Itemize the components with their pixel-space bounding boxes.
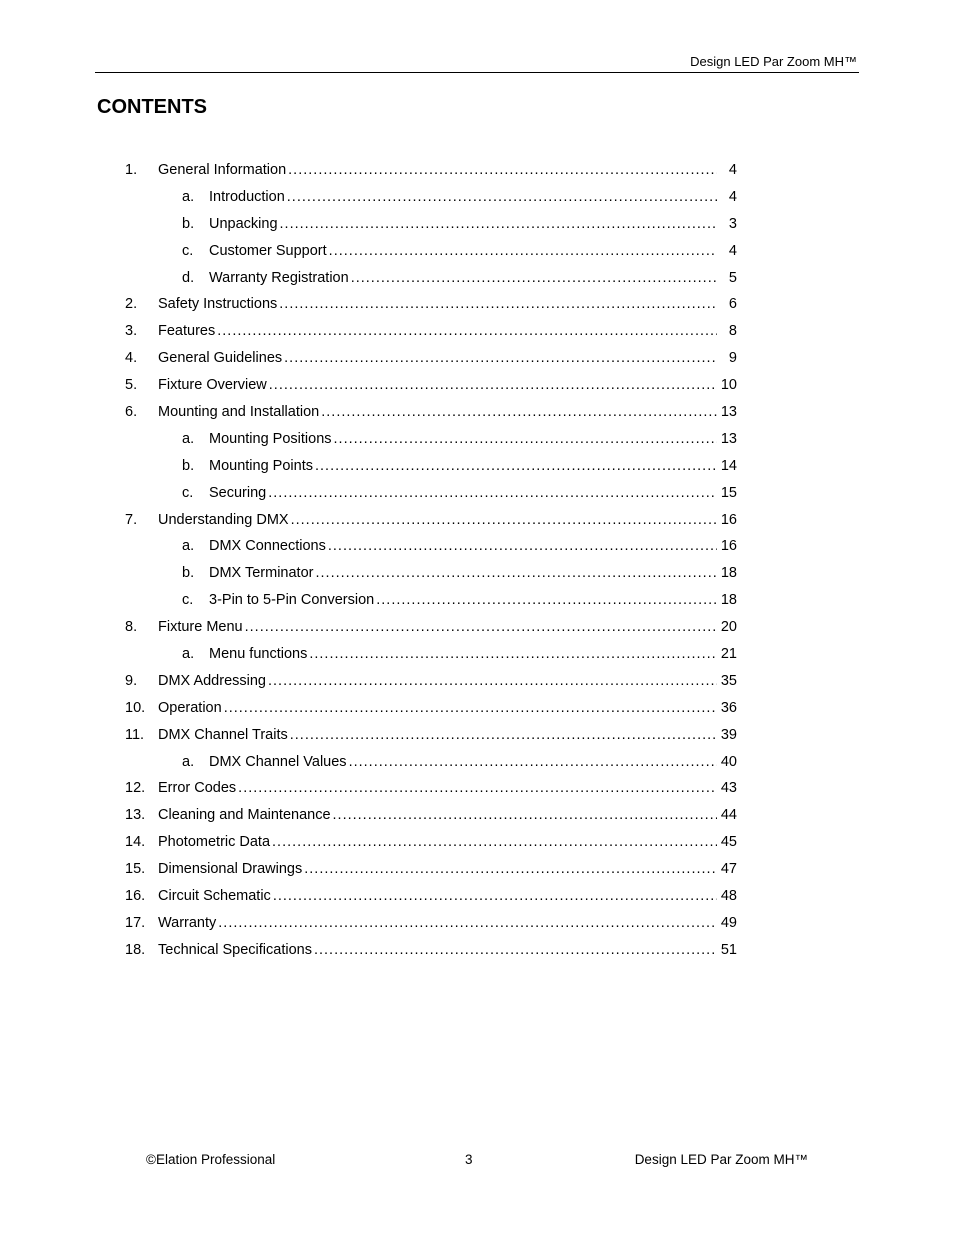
contents-heading: CONTENTS — [97, 96, 207, 118]
toc-dot-leader — [333, 805, 717, 825]
table-of-contents — [125, 160, 737, 967]
toc-entry[interactable] — [125, 698, 737, 725]
toc-entry-title: General Information — [158, 162, 287, 178]
toc-entry-title: Understanding DMX — [158, 511, 289, 528]
toc-entry-number: 5. — [125, 377, 138, 394]
toc-entry-title: Mounting Positions — [209, 430, 332, 447]
toc-entry[interactable] — [125, 348, 737, 375]
toc-entry-number: 14. — [125, 834, 146, 851]
toc-dot-leader — [315, 456, 717, 476]
toc-entry-page: 8 — [728, 323, 737, 340]
toc-entry-title: Mounting and Installation — [158, 404, 320, 421]
toc-entry-number: 17. — [125, 914, 146, 931]
toc-dot-leader — [321, 402, 717, 422]
toc-entry-number: 10. — [125, 699, 146, 716]
toc-entry-row — [209, 563, 737, 583]
toc-entry-row — [209, 536, 737, 556]
toc-entry-page: 13 — [720, 430, 737, 447]
toc-entry-page: 16 — [720, 511, 737, 528]
toc-entry-number: 9. — [125, 672, 138, 689]
toc-dot-leader — [268, 671, 717, 691]
toc-entry-page: 40 — [720, 753, 737, 770]
toc-entry-number: 12. — [125, 780, 146, 797]
toc-entry[interactable] — [125, 886, 737, 913]
toc-entry-number: 11. — [125, 726, 145, 743]
toc-subentry[interactable] — [125, 563, 737, 590]
toc-entry-page: 14 — [720, 457, 737, 474]
toc-subentry[interactable] — [125, 268, 737, 295]
toc-entry-title: Introduction — [209, 188, 285, 205]
toc-entry-row — [158, 160, 737, 180]
toc-dot-leader — [287, 187, 717, 207]
toc-subentry[interactable] — [125, 241, 737, 268]
toc-entry-title: DMX Connections — [209, 538, 326, 555]
toc-entry-row — [158, 859, 737, 879]
toc-dot-leader — [217, 321, 717, 341]
toc-entry-row — [158, 402, 737, 422]
toc-entry-page: 49 — [720, 914, 737, 931]
toc-entry-title: Circuit Schematic — [158, 888, 271, 905]
toc-entry-row — [158, 617, 737, 637]
toc-dot-leader — [268, 483, 717, 503]
toc-entry-row — [209, 644, 737, 664]
toc-entry-number: c. — [182, 242, 194, 259]
toc-entry-number: c. — [182, 484, 194, 501]
toc-entry-number: a. — [182, 538, 195, 555]
toc-entry-title: Fixture Menu — [158, 619, 243, 636]
toc-entry[interactable] — [125, 832, 737, 859]
toc-entry-number: 4. — [125, 350, 138, 367]
toc-subentry[interactable] — [125, 590, 737, 617]
toc-entry-number: a. — [182, 188, 195, 205]
toc-entry-row — [158, 832, 737, 852]
toc-entry-row — [158, 698, 737, 718]
toc-entry-page: 13 — [720, 404, 737, 421]
toc-entry-page: 18 — [720, 565, 737, 582]
footer-page-number: 3 — [465, 1152, 473, 1167]
toc-entry-number: 8. — [125, 619, 138, 636]
toc-entry-title: Warranty — [158, 914, 217, 931]
toc-entry-row — [209, 187, 737, 207]
toc-entry-row — [209, 483, 737, 503]
toc-dot-leader — [334, 429, 717, 449]
toc-subentry[interactable] — [125, 483, 737, 510]
toc-dot-leader — [280, 214, 717, 234]
toc-entry[interactable] — [125, 859, 737, 886]
toc-entry-title: Customer Support — [209, 242, 327, 259]
toc-entry-title: Error Codes — [158, 780, 237, 797]
toc-dot-leader — [284, 348, 717, 368]
toc-entry-page: 4 — [728, 242, 737, 259]
toc-entry-row — [209, 752, 737, 772]
toc-entry-number: a. — [182, 646, 195, 663]
toc-subentry[interactable] — [125, 456, 737, 483]
toc-entry-page: 36 — [720, 699, 737, 716]
toc-dot-leader — [218, 913, 717, 933]
toc-entry-number: b. — [182, 565, 195, 582]
toc-entry-page: 4 — [728, 162, 737, 178]
toc-dot-leader — [304, 859, 717, 879]
toc-dot-leader — [314, 940, 717, 960]
toc-entry-page: 18 — [720, 592, 737, 609]
toc-entry-page: 51 — [720, 941, 737, 958]
toc-entry-number: 16. — [125, 888, 146, 905]
toc-entry-number: 3. — [125, 323, 138, 340]
toc-entry-title: DMX Terminator — [209, 565, 314, 582]
toc-entry-row — [158, 805, 737, 825]
toc-entry-page: 48 — [720, 888, 737, 905]
toc-entry-page: 45 — [720, 834, 737, 851]
toc-entry-number: 18. — [125, 941, 146, 958]
toc-entry-number: 2. — [125, 296, 138, 313]
toc-entry-page: 35 — [720, 672, 737, 689]
footer-title: Design LED Par Zoom MH™ — [634, 1152, 808, 1167]
toc-entry[interactable] — [125, 913, 737, 940]
toc-entry-number: a. — [182, 753, 195, 770]
toc-entry-row — [209, 241, 737, 261]
toc-entry[interactable] — [125, 940, 737, 967]
toc-entry-title: Securing — [209, 484, 267, 501]
toc-subentry[interactable] — [125, 536, 737, 563]
toc-entry-number: 6. — [125, 404, 138, 421]
toc-entry-row — [158, 348, 737, 368]
toc-entry-number: a. — [182, 430, 195, 447]
toc-entry-title: Features — [158, 323, 216, 340]
toc-entry[interactable] — [125, 160, 737, 187]
toc-entry-page: 21 — [720, 646, 737, 663]
toc-entry[interactable] — [125, 671, 737, 698]
toc-subentry[interactable] — [125, 214, 737, 241]
toc-dot-leader — [328, 536, 717, 556]
toc-entry-page: 3 — [728, 215, 737, 232]
toc-dot-leader — [288, 160, 717, 180]
toc-entry-page: 20 — [720, 619, 737, 636]
toc-dot-leader — [224, 698, 717, 718]
toc-entry-title: Safety Instructions — [158, 296, 278, 313]
toc-entry-title: Dimensional Drawings — [158, 861, 303, 878]
toc-entry-row — [158, 913, 737, 933]
toc-subentry[interactable] — [125, 429, 737, 456]
toc-entry-title: Unpacking — [209, 215, 278, 232]
toc-entry-page: 10 — [720, 377, 737, 394]
toc-entry-title: General Guidelines — [158, 350, 283, 367]
toc-entry[interactable] — [125, 725, 737, 752]
toc-entry-number: 1. — [125, 162, 138, 178]
toc-entry-page: 16 — [720, 538, 737, 555]
toc-entry-row — [158, 886, 737, 906]
toc-entry[interactable] — [125, 805, 737, 832]
toc-entry-page: 9 — [728, 350, 737, 367]
toc-entry-page: 44 — [720, 807, 737, 824]
toc-dot-leader — [309, 644, 717, 664]
toc-entry-number: c. — [182, 592, 194, 609]
toc-entry-title: Fixture Overview — [158, 377, 267, 394]
toc-dot-leader — [245, 617, 717, 637]
toc-entry-number: 7. — [125, 511, 138, 528]
toc-entry-title: Cleaning and Maintenance — [158, 807, 331, 824]
toc-entry-page: 4 — [728, 188, 737, 205]
toc-entry-title: Mounting Points — [209, 457, 313, 474]
toc-dot-leader — [351, 268, 717, 288]
toc-entry-page: 15 — [720, 484, 737, 501]
toc-dot-leader — [376, 590, 717, 610]
toc-entry[interactable] — [125, 294, 737, 321]
toc-entry[interactable] — [125, 321, 737, 348]
toc-entry-title: DMX Channel Traits — [158, 726, 288, 743]
toc-entry[interactable] — [125, 402, 737, 429]
toc-entry-title: 3-Pin to 5-Pin Conversion — [209, 592, 375, 609]
toc-entry-number: 13. — [125, 807, 146, 824]
toc-entry-title: DMX Addressing — [158, 672, 266, 689]
toc-entry-page: 47 — [720, 861, 737, 878]
toc-subentry[interactable] — [125, 752, 737, 779]
toc-entry-number: b. — [182, 215, 195, 232]
toc-entry-page: 39 — [720, 726, 737, 743]
toc-dot-leader — [272, 832, 717, 852]
toc-dot-leader — [315, 563, 717, 583]
running-header-title: Design LED Par Zoom MH™ — [690, 54, 857, 69]
toc-entry-page: 6 — [728, 296, 737, 313]
toc-entry[interactable] — [125, 375, 737, 402]
toc-entry-row — [158, 375, 737, 395]
toc-dot-leader — [291, 510, 717, 530]
toc-entry[interactable] — [125, 510, 737, 537]
footer-copyright: ©Elation Professional — [146, 1152, 276, 1167]
toc-entry-row — [158, 778, 737, 798]
toc-entry-row — [209, 214, 737, 234]
toc-entry[interactable] — [125, 617, 737, 644]
toc-entry-row — [158, 321, 737, 341]
toc-entry-row — [209, 268, 737, 288]
toc-entry-number: d. — [182, 269, 195, 286]
toc-subentry[interactable] — [125, 644, 737, 671]
toc-dot-leader — [269, 375, 717, 395]
toc-entry-row — [158, 294, 737, 314]
toc-subentry[interactable] — [125, 187, 737, 214]
toc-entry-page: 43 — [720, 780, 737, 797]
toc-entry-row — [158, 510, 737, 530]
toc-entry-row — [209, 456, 737, 476]
toc-dot-leader — [290, 725, 717, 745]
toc-dot-leader — [329, 241, 717, 261]
toc-entry-number: b. — [182, 457, 195, 474]
toc-dot-leader — [273, 886, 717, 906]
toc-entry-page: 5 — [728, 269, 737, 286]
toc-entry-title: DMX Channel Values — [209, 753, 347, 770]
toc-entry-row — [158, 725, 737, 745]
toc-entry-row — [158, 671, 737, 691]
toc-dot-leader — [349, 752, 717, 772]
toc-entry[interactable] — [125, 778, 737, 805]
header-rule — [95, 72, 859, 73]
toc-entry-title: Menu functions — [209, 646, 308, 663]
toc-dot-leader — [238, 778, 717, 798]
toc-entry-title: Photometric Data — [158, 834, 271, 851]
toc-entry-number: 15. — [125, 861, 146, 878]
toc-entry-title: Warranty Registration — [209, 269, 349, 286]
toc-dot-leader — [279, 294, 717, 314]
toc-entry-title: Operation — [158, 699, 222, 716]
toc-entry-title: Technical Specifications — [158, 941, 312, 958]
toc-entry-row — [158, 940, 737, 960]
toc-entry-row — [209, 590, 737, 610]
toc-entry-row — [209, 429, 737, 449]
